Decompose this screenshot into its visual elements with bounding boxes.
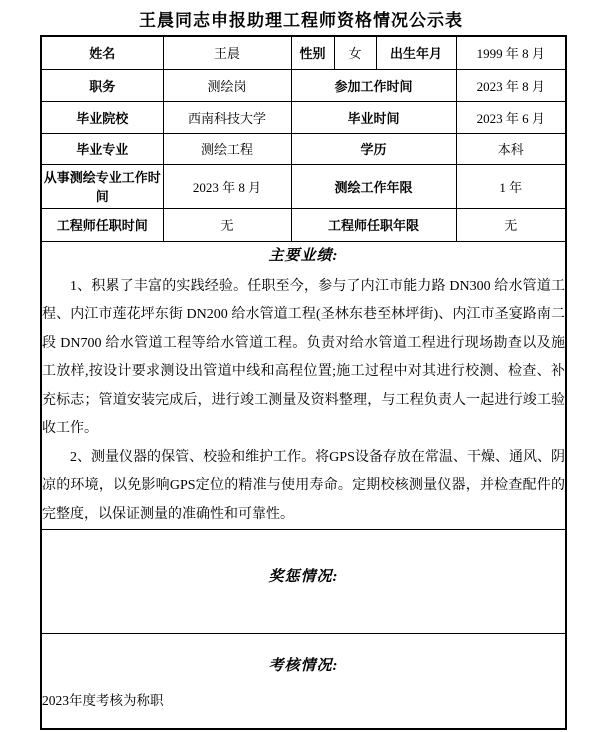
graduation-value: 2023 年 6 月 (456, 101, 566, 133)
row-name-gender-birth (41, 36, 566, 69)
surveying-years-label: 测绘工作年限 (291, 164, 456, 208)
row-assessment (41, 634, 566, 729)
engineer-years-value: 无 (456, 208, 566, 241)
page-title: 王晨同志申报助理工程师资格情况公示表 (139, 11, 463, 30)
gender-value: 女 (334, 36, 376, 69)
name-label: 姓名 (41, 36, 163, 69)
achievements-paragraph-2: 2、测量仪器的保管、校验和维护工作。将GPS设备存放在常温、干燥、通风、阴凉的环境，以免影响GPS定位的精准与使用寿命。定期校核测量仪器，并检查配件的完整度，以保证测量的准确性和可靠性。 (42, 449, 565, 522)
achievements-heading: 主要业绩: (268, 247, 339, 264)
rewards-heading: 奖惩情况: (268, 569, 339, 585)
graduation-label: 毕业时间 (291, 101, 456, 133)
major-value: 测绘工程 (163, 133, 291, 164)
work-start-value: 2023 年 8 月 (456, 69, 566, 101)
engineer-years-label: 工程师任职年限 (291, 208, 456, 241)
row-position-workstart (41, 69, 566, 101)
major-label: 毕业专业 (41, 133, 163, 164)
engineer-start-label: 工程师任职时间 (41, 208, 163, 241)
achievements-cell (41, 241, 566, 530)
qualification-form-table (40, 35, 567, 730)
assessment-cell (41, 634, 566, 729)
row-school-graduation (41, 101, 566, 133)
assessment-content: 2023年度考核为称职 (42, 693, 164, 709)
row-major-education (41, 133, 566, 164)
education-label: 学历 (291, 133, 456, 164)
position-label: 职务 (41, 69, 163, 101)
position-value: 测绘岗 (163, 69, 291, 101)
engineer-start-value: 无 (163, 208, 291, 241)
row-engineer-time-years (41, 208, 566, 241)
birth-value: 1999 年 8 月 (456, 36, 566, 69)
surveying-start-value: 2023 年 8 月 (163, 164, 291, 208)
row-achievements (41, 241, 566, 530)
school-label: 毕业院校 (41, 101, 163, 133)
row-surveying-time-years (41, 164, 566, 208)
surveying-years-value: 1 年 (456, 164, 566, 208)
rewards-cell (41, 530, 566, 634)
row-rewards (41, 530, 566, 634)
assessment-heading: 考核情况: (268, 658, 339, 675)
gender-label: 性别 (291, 36, 334, 69)
education-value: 本科 (456, 133, 566, 164)
surveying-start-label: 从事测绘专业工作时间 (41, 164, 163, 208)
work-start-label: 参加工作时间 (291, 69, 456, 101)
school-value: 西南科技大学 (163, 101, 291, 133)
name-value: 王晨 (163, 36, 291, 69)
achievements-paragraph-1: 1、积累了丰富的实践经验。任职至今，参与了内江市能力路 DN300 给水管道工程、内江市莲花坪东街 DN200 给水管道工程(圣林东巷至林坪街)、内江市圣宴路南二段 DN700 给水管道工程等给水管道工程。负责对给水管道工程进行现场勘查以及施工放样,按设计要求测设出管道中线和高程位置;施工过程中对其进行校测、检查、补充标志；管道安装完成后，进行竣工测量及资料整理，与工程负责人一起进行竣工验收工作。 (42, 278, 565, 436)
birth-label: 出生年月 (376, 36, 456, 69)
